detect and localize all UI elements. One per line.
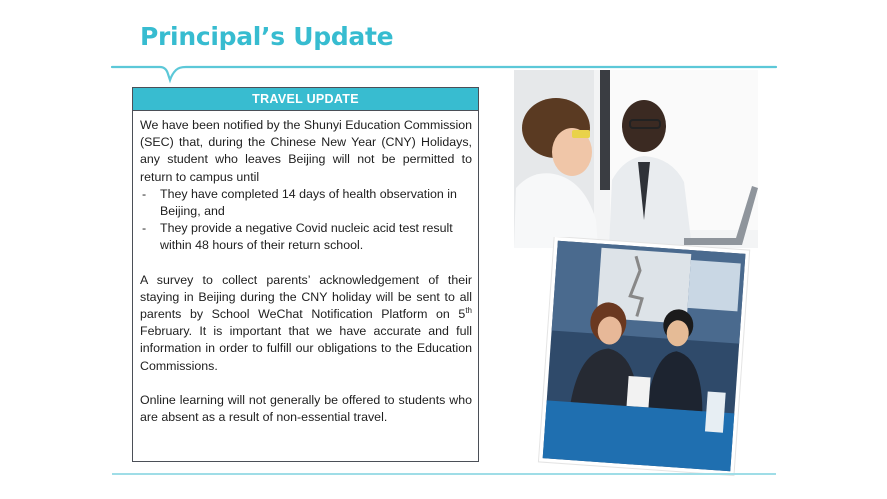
photo-classroom-tilted: [534, 237, 754, 477]
list-item: - They provide a negative Covid nucleic acid test result within 48 hours of their return school.: [142, 221, 453, 253]
panel-header: TRAVEL UPDATE: [133, 88, 478, 111]
page-title: Principal’s Update: [140, 22, 394, 51]
intro-paragraph: We have been notified by the Shunyi Education Commission (SEC) that, during the Chinese New Year (CNY) Holidays, any student who leaves Beijing will not be permitted to return to campus until: [140, 118, 472, 184]
bottom-divider: [112, 473, 776, 475]
photo-student-teacher-laptop: [514, 70, 758, 248]
list-item: - They have completed 14 days of health observation in Beijing, and: [142, 186, 457, 219]
survey-paragraph: A survey to collect parents’ acknowledgement of their staying in Beijing during the CNY holiday will be sent to all parents by School WeChat Notification Platform on 5th February. It is important that we have accurate and full information in order to fulfill our obligations to the Education Commissions.: [140, 272, 472, 373]
panel-body: [133, 111, 478, 426]
travel-update-panel: [132, 87, 479, 462]
online-learning-paragraph: Online learning will not generally be offered to students who are absent as a result of non-essential travel.: [140, 392, 472, 425]
conditions-list: [140, 186, 472, 255]
